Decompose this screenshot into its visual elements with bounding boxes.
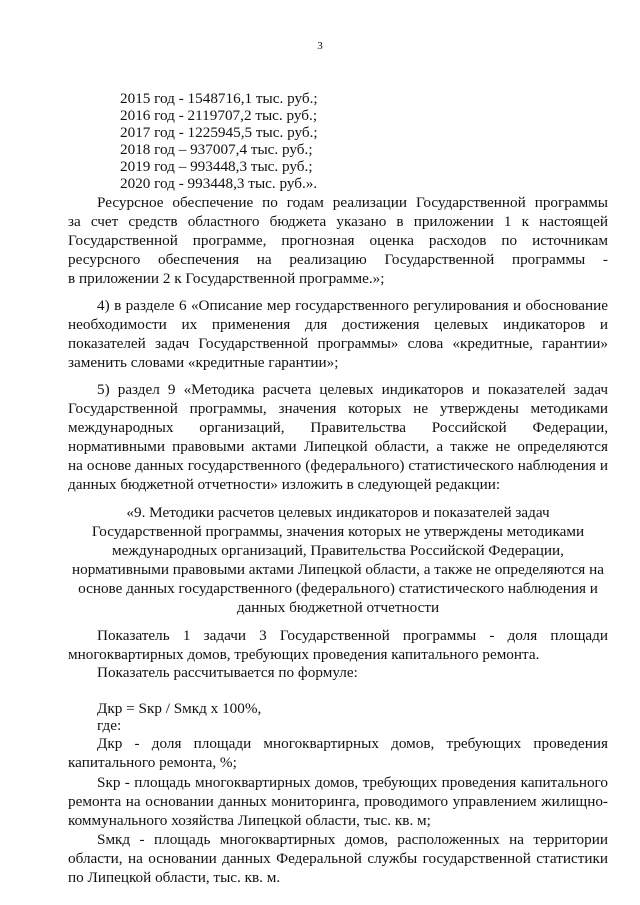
budget-line-2017: 2017 год - 1225945,5 тыс. руб.; — [120, 124, 318, 141]
section-title-line: нормативными правовыми актами Липецкой области, а также не определяются на — [72, 561, 604, 578]
definition-skr-line: ремонта на основании данных мониторинга, проводимого управлением жилищно- — [68, 793, 608, 810]
section-title-line: «9. Методики расчетов целевых индикаторов и показателей задач — [126, 504, 550, 521]
resource-para-line: Ресурсное обеспечение по годам реализации Государственной программы — [97, 194, 608, 211]
section-title-line: международных организаций, Правительства Российской Федерации, — [112, 542, 564, 559]
definition-smkd-line: Sмкд - площадь многоквартирных домов, расположенных на территории — [97, 831, 608, 848]
budget-line-2018: 2018 год – 937007,4 тыс. руб.; — [120, 141, 313, 158]
resource-para-line: Государственной программе, прогнозная оценка расходов по источникам — [68, 232, 608, 249]
section-title-line: данных бюджетной отчетности — [236, 599, 440, 616]
resource-para-line: за счет средств областного бюджета указано в приложении 1 к настоящей — [68, 213, 608, 230]
item4-line: необходимости их применения для достижения целевых индикаторов и — [68, 316, 608, 333]
definition-smkd-line: по Липецкой области, тыс. кв. м. — [68, 869, 281, 886]
budget-line-2019: 2019 год – 993448,3 тыс. руб.; — [120, 158, 313, 175]
definition-skr-line: коммунального хозяйства Липецкой области, тыс. кв. м; — [68, 812, 431, 829]
item5-line: 5) раздел 9 «Методика расчета целевых индикаторов и показателей задач — [97, 381, 608, 398]
definition-dkr-line: капитального ремонта, %; — [68, 754, 237, 771]
indicator-para-line: Показатель 1 задачи 3 Государственной программы - доля площади — [97, 627, 608, 644]
budget-line-2015: 2015 год - 1548716,1 тыс. руб.; — [120, 90, 318, 107]
section-title-line: основе данных государственного (федерального) статистического наблюдения и — [78, 580, 598, 597]
item5-line: нормативными правовыми актами Липецкой области, а также не определяются — [68, 438, 608, 455]
budget-line-2020: 2020 год - 993448,3 тыс. руб.». — [120, 175, 318, 192]
formula-where: где: — [97, 717, 122, 734]
item5-line: данных бюджетной отчетности» изложить в следующей редакции: — [68, 476, 501, 493]
resource-para-line: ресурсного обеспечения на реализацию Государственной программы - — [68, 251, 608, 268]
formula: Дкр = Sкр / Sмкд х 100%, — [97, 700, 262, 717]
definition-smkd-line: области, на основании данных Федеральной службы государственной статистики — [68, 850, 608, 867]
budget-line-2016: 2016 год - 2119707,2 тыс. руб.; — [120, 107, 318, 124]
item5-line: Государственной программы, значения которых не утверждены методиками — [68, 400, 608, 417]
page-number: 3 — [317, 40, 323, 52]
item4-line: показателей задач Государственной программы» слова «кредитные, гарантии» — [68, 335, 608, 352]
item5-line: международных организаций, Правительства Российской Федерации, — [68, 419, 608, 436]
resource-para-line: в приложении 2 к Государственной программе.»; — [68, 270, 385, 287]
definition-dkr-line: Дкр - доля площади многоквартирных домов, требующих проведения — [97, 735, 608, 752]
item5-line: на основе данных государственного (федерального) статистического наблюдения и — [68, 457, 608, 474]
definition-skr-line: Sкр - площадь многоквартирных домов, требующих проведения капитального — [97, 774, 608, 791]
formula-intro: Показатель рассчитывается по формуле: — [97, 664, 358, 681]
indicator-para-line: многоквартирных домов, требующих проведения капитального ремонта. — [68, 646, 540, 663]
item4-line: 4) в разделе 6 «Описание мер государственного регулирования и обоснование — [97, 297, 608, 314]
item4-line: заменить словами «кредитные гарантии»; — [68, 354, 339, 371]
section-title-line: Государственной программы, значения которых не утверждены методиками — [91, 523, 585, 540]
